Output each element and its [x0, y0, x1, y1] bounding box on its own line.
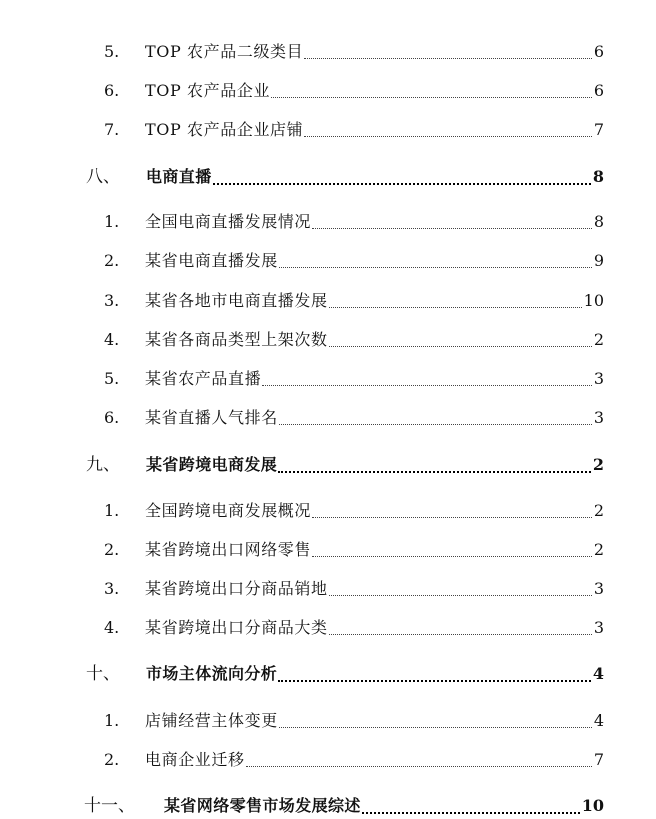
toc-section-page: 10 — [581, 796, 604, 815]
toc-dot-leader — [246, 766, 592, 767]
toc-entry-number: 5. — [104, 369, 120, 388]
toc-entry[interactable] — [0, 326, 656, 352]
toc-entry[interactable] — [0, 287, 656, 313]
toc-dot-leader — [362, 812, 580, 814]
toc-entry[interactable] — [0, 746, 656, 772]
toc-entry-number: 2. — [104, 251, 120, 270]
toc-section[interactable] — [0, 163, 656, 189]
toc-entry-number: 2. — [104, 540, 120, 559]
toc-section-page: 2 — [592, 455, 604, 474]
toc-entry[interactable] — [0, 575, 656, 601]
toc-entry[interactable] — [0, 116, 656, 142]
toc-section-number: 九、 — [86, 455, 120, 475]
toc-entry-page: 3 — [593, 369, 604, 388]
toc-entry-page: 7 — [593, 120, 604, 139]
toc-entry-title: 某省电商直播发展 — [145, 251, 278, 270]
toc-dot-leader — [304, 136, 592, 137]
toc-entry-number: 5. — [104, 42, 120, 61]
toc-entry-number: 2. — [104, 750, 120, 769]
toc-entry-number: 4. — [104, 330, 120, 349]
toc-section-title: 某省跨境电商发展 — [146, 455, 278, 474]
toc-entry-page: 9 — [593, 251, 604, 270]
toc-entry[interactable] — [0, 707, 656, 733]
toc-entry-page: 4 — [593, 711, 604, 730]
toc-entry-title: 某省跨境出口分商品销地 — [145, 579, 328, 598]
toc-dot-leader — [329, 346, 592, 347]
toc-dot-leader — [279, 424, 592, 425]
toc-entry-number: 7. — [104, 120, 120, 139]
toc-dot-leader — [312, 556, 592, 557]
toc-dot-leader — [329, 307, 582, 308]
toc-entry-page: 3 — [593, 618, 604, 637]
toc-entry-title: TOP 农产品二级类目 — [145, 42, 304, 61]
toc-dot-leader — [312, 228, 592, 229]
toc-entry[interactable] — [0, 77, 656, 103]
toc-entry-page: 10 — [583, 291, 604, 310]
toc-entry[interactable] — [0, 38, 656, 64]
toc-section[interactable] — [0, 451, 656, 477]
toc-entry-number: 4. — [104, 618, 120, 637]
toc-entry-title: 全国电商直播发展情况 — [145, 212, 312, 231]
toc-entry-title: 某省跨境出口网络零售 — [145, 540, 312, 559]
toc-entry[interactable] — [0, 365, 656, 391]
toc-entry-number: 1. — [104, 212, 120, 231]
toc-section-number: 八、 — [86, 167, 120, 187]
toc-dot-leader — [329, 595, 592, 596]
toc-entry[interactable] — [0, 536, 656, 562]
toc-entry-number: 1. — [104, 501, 120, 520]
toc-dot-leader — [312, 517, 592, 518]
toc-dot-leader — [278, 680, 591, 682]
toc-entry-number: 3. — [104, 291, 120, 310]
toc-entry[interactable] — [0, 247, 656, 273]
toc-entry-page: 6 — [593, 81, 604, 100]
toc-entry-title: 某省各地市电商直播发展 — [145, 291, 328, 310]
toc-section-number: 十、 — [86, 664, 120, 684]
toc-dot-leader — [279, 267, 592, 268]
toc-dot-leader — [279, 727, 592, 728]
toc-entry-page: 3 — [593, 408, 604, 427]
toc-entry-title: 某省跨境出口分商品大类 — [145, 618, 328, 637]
toc-dot-leader — [213, 183, 591, 185]
toc-section-page: 8 — [592, 167, 604, 186]
toc-entry-page: 7 — [593, 750, 604, 769]
toc-entry[interactable] — [0, 614, 656, 640]
toc-entry-number: 6. — [104, 81, 120, 100]
toc-entry-title: 电商企业迁移 — [145, 750, 245, 769]
toc-section-title: 市场主体流向分析 — [146, 664, 278, 683]
toc-section-title: 某省网络零售市场发展综述 — [164, 796, 361, 815]
toc-entry-number: 1. — [104, 711, 120, 730]
toc-entry-title: 某省农产品直播 — [145, 369, 262, 388]
toc-entry-page: 8 — [593, 212, 604, 231]
toc-entry[interactable] — [0, 404, 656, 430]
toc-section-title: 电商直播 — [146, 167, 212, 186]
toc-entry-title: TOP 农产品企业 — [145, 81, 271, 100]
toc-entry[interactable] — [0, 497, 656, 523]
toc-entry-title: 某省直播人气排名 — [145, 408, 278, 427]
toc-entry-page: 2 — [593, 540, 604, 559]
toc-entry-title: TOP 农产品企业店铺 — [145, 120, 304, 139]
toc-entry-page: 2 — [593, 501, 604, 520]
toc-entry-title: 某省各商品类型上架次数 — [145, 330, 328, 349]
toc-entry-page: 3 — [593, 579, 604, 598]
toc-dot-leader — [271, 97, 592, 98]
toc-entry-page: 2 — [593, 330, 604, 349]
toc-entry-number: 6. — [104, 408, 120, 427]
toc-dot-leader — [278, 471, 591, 473]
toc-dot-leader — [262, 385, 592, 386]
toc-entry[interactable] — [0, 208, 656, 234]
toc-entry-title: 全国跨境电商发展概况 — [145, 501, 312, 520]
toc-entry-number: 3. — [104, 579, 120, 598]
toc-dot-leader — [304, 58, 592, 59]
toc-section-number: 十一、 — [84, 796, 135, 816]
toc-section-page: 4 — [592, 664, 604, 683]
toc-entry-title: 店铺经营主体变更 — [145, 711, 278, 730]
toc-section[interactable] — [0, 660, 656, 686]
toc-section[interactable] — [0, 792, 656, 818]
toc-dot-leader — [329, 634, 592, 635]
toc-entry-page: 6 — [593, 42, 604, 61]
